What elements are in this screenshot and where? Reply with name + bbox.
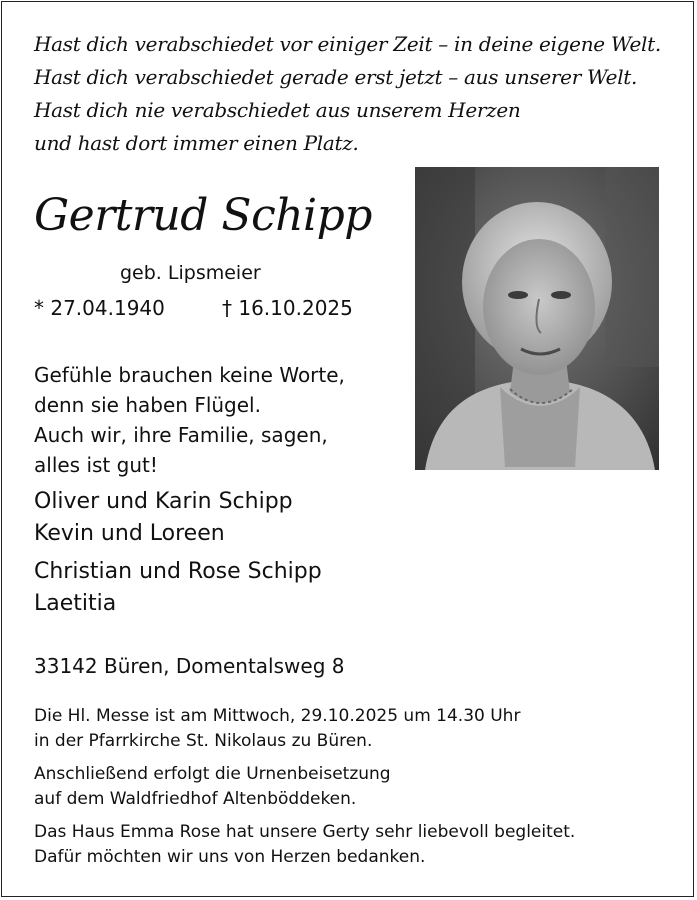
info-line: Die Hl. Messe ist am Mittwoch, 29.10.2025 um 14.30 Uhr: [34, 706, 521, 726]
poem-line: Hast dich nie verabschiedet aus unserem Herzen: [34, 98, 521, 122]
family-member: Christian und Rose Schipp: [34, 559, 322, 584]
birth-name: geb. Lipsmeier: [120, 262, 261, 284]
family-member: Oliver und Karin Schipp: [34, 489, 293, 514]
family-member: Kevin und Loreen: [34, 521, 225, 546]
quote-line: alles ist gut!: [34, 453, 158, 477]
portrait-photo: [415, 167, 659, 470]
thanks-info: [34, 820, 575, 870]
poem-line: und hast dort immer einen Platz.: [34, 131, 359, 155]
info-line: in der Pfarrkirche St. Nikolaus zu Büren.: [34, 731, 373, 751]
poem-line: Hast dich verabschiedet vor einiger Zeit – in deine eigene Welt.: [34, 32, 661, 56]
family-member: Laetitia: [34, 591, 117, 616]
opening-poem: [34, 28, 661, 160]
info-line: Anschließend erfolgt die Urnenbeisetzung: [34, 764, 391, 784]
info-line: Das Haus Emma Rose hat unsere Gerty sehr liebevoll begleitet.: [34, 822, 576, 842]
poem-line: Hast dich verabschiedet gerade erst jetzt – aus unserer Welt.: [34, 65, 638, 89]
quote-block: [34, 360, 345, 480]
family-group-2: [34, 556, 322, 620]
info-line: Dafür möchten wir uns von Herzen bedanken.: [34, 847, 426, 867]
birth-date: * 27.04.1940: [34, 296, 165, 320]
quote-line: denn sie haben Flügel.: [34, 393, 261, 417]
quote-line: Auch wir, ihre Familie, sagen,: [34, 423, 328, 447]
address: 33142 Büren, Domentalsweg 8: [34, 654, 345, 678]
quote-line: Gefühle brauchen keine Worte,: [34, 363, 345, 387]
death-date: † 16.10.2025: [222, 296, 353, 320]
burial-info: [34, 762, 391, 812]
portrait-illustration: [415, 167, 659, 470]
family-group-1: [34, 486, 293, 550]
info-line: auf dem Waldfriedhof Altenböddeken.: [34, 789, 357, 809]
mass-info: [34, 704, 520, 754]
deceased-name: Gertrud Schipp: [34, 190, 372, 241]
